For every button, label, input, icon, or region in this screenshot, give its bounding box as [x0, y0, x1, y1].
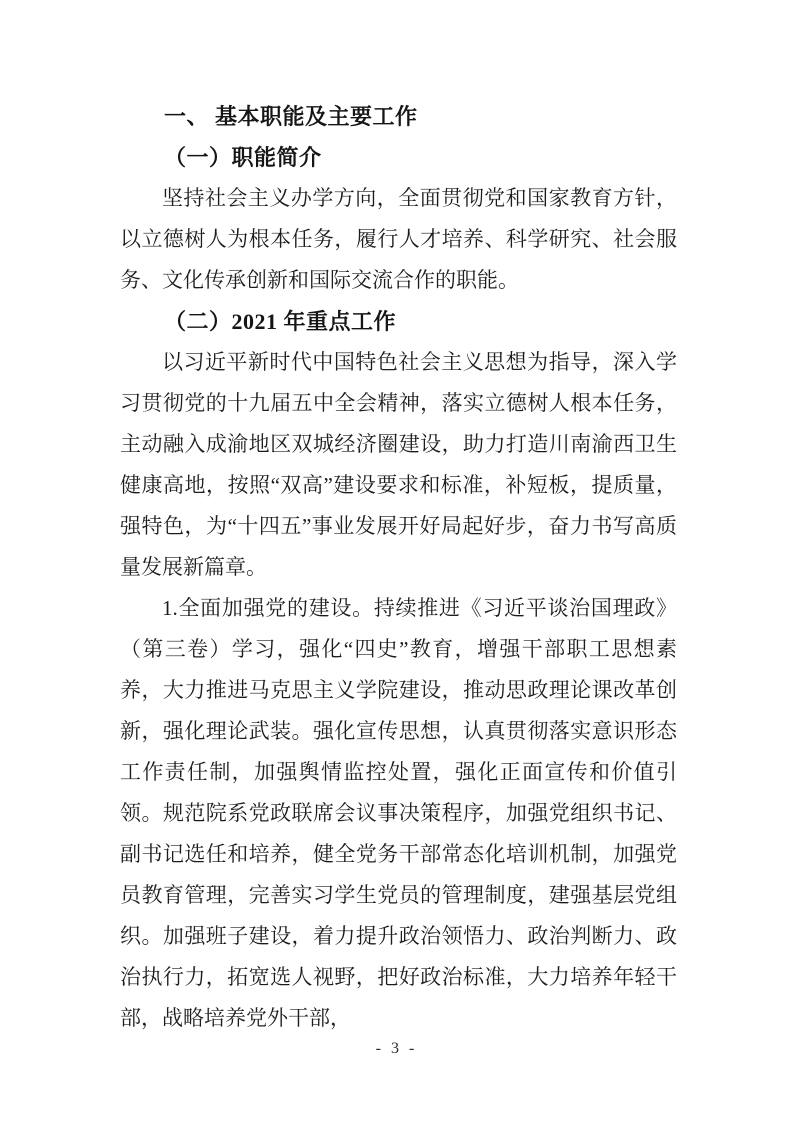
- page-number: - 3 -: [375, 1040, 418, 1057]
- main-heading: 一、 基本职能及主要工作: [164, 104, 418, 129]
- document-body: [120, 96, 677, 1039]
- section2-heading: （二）2021 年重点工作: [164, 309, 397, 334]
- section1-paragraph: 坚持社会主义办学方向，全面贯彻党和国家教育方针，以立德树人为根本任务，履行人才培养、科学研究、社会服务、文化传承创新和国际交流合作的职能。: [120, 186, 677, 292]
- section2-paragraph-2: 1.全面加强党的建设。持续推进《习近平谈治国理政》（第三卷）学习，强化“四史”教育，增强干部职工思想素养，大力推进马克思主义学院建设，推动思政理论课改革创新，强化理论武装。强化宣传思想，认真贯彻落实意识形态工作责任制，加强舆情监控处置，强化正面宣传和价值引领。规范院系党政联席会议事决策程序，加强党组织书记、副书记选任和培养，健全党务干部常态化培训机制，加强党员教育管理，完善实习学生党员的管理制度，建强基层党组织。加强班子建设，着力提升政治领悟力、政治判断力、政治执行力，拓宽选人视野，把好政治标准，大力培养年轻干部，战略培养党外干部，: [120, 596, 677, 1030]
- section2-paragraph-1: 以习近平新时代中国特色社会主义思想为指导，深入学习贯彻党的十九届五中全会精神，落实立德树人根本任务，主动融入成渝地区双城经济圈建设，助力打造川南渝西卫生健康高地，按照“双高”建设要求和标准，补短板，提质量，强特色，为“十四五”事业发展开好局起好步，奋力书写高质量发展新篇章。: [120, 350, 677, 579]
- section1-heading: （一）职能简介: [164, 145, 322, 170]
